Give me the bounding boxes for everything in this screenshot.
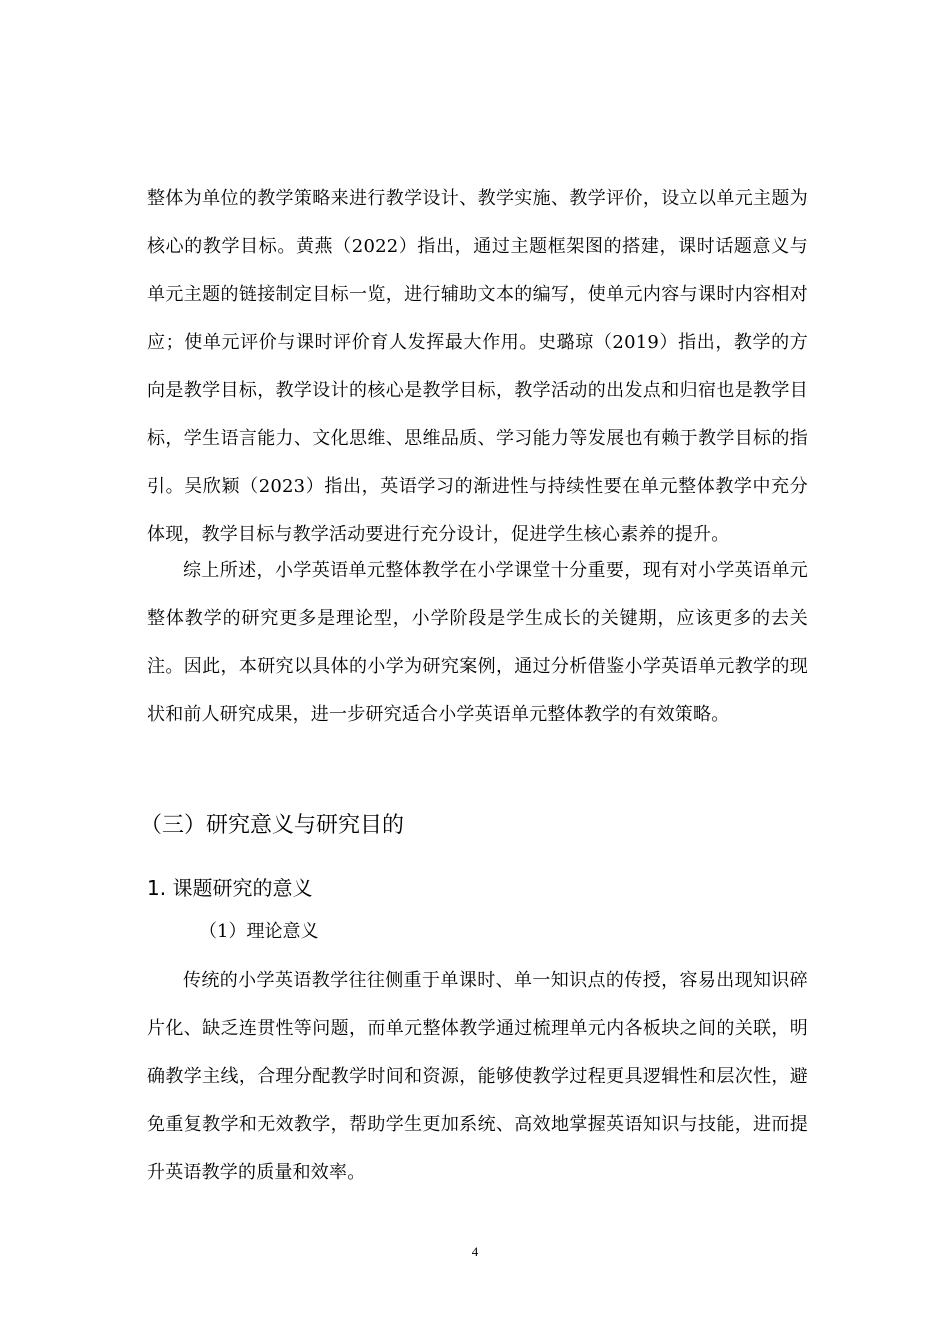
section-heading: （三）研究意义与研究目的 <box>140 813 405 838</box>
page-number: 4 <box>471 1244 479 1259</box>
paragraph-summary: 综上所述，小学英语单元整体教学在小学课堂十分重要，现有对小学英语单元整体教学的研究更多是理论型，小学阶段是学生成长的关键期，应该更多的去关注。因此，本研究以具体的小学为研究案例，通过分析借鉴小学英语单元教学的现状和前人研究成果，进一步研究适合小学英语单元整体教学的有效策略。 <box>147 560 808 725</box>
paragraph-literature-review: 整体为单位的教学策略来进行教学设计、教学实施、教学评价，设立以单元主题为核心的教学目标。黄燕（2022）指出，通过主题框架图的搭建，课时话题意义与单元主题的链接制定目标一览，进行辅助文本的编写，使单元内容与课时内容相对应；使单元评价与课时评价育人发挥最大作用。史璐琼（2019）指出，教学的方向是教学目标，教学设计的核心是教学目标，教学活动的出发点和归宿也是教学目标，学生语言能力、文化思维、思维品质、学习能力等发展也有赖于教学目标的指引。吴欣颖（2023）指出，英语学习的渐进性与持续性要在单元整体教学中充分体现，教学目标与教学活动要进行充分设计，促进学生核心素养的提升。 <box>147 188 808 545</box>
minor-heading: （1）理论意义 <box>199 921 319 942</box>
subsection-heading: 1. 课题研究的意义 <box>147 876 313 900</box>
paragraph-theoretical-significance: 传统的小学英语教学往往侧重于单课时、单一知识点的传授，容易出现知识碎片化、缺乏连贯性等问题，而单元整体教学通过梳理单元内各板块之间的关联，明确教学主线，合理分配教学时间和资源，能够使教学过程更具逻辑性和层次性，避免重复教学和无效教学，帮助学生更加系统、高效地掌握英语知识与技能，进而提升英语教学的质量和效率。 <box>147 970 808 1183</box>
